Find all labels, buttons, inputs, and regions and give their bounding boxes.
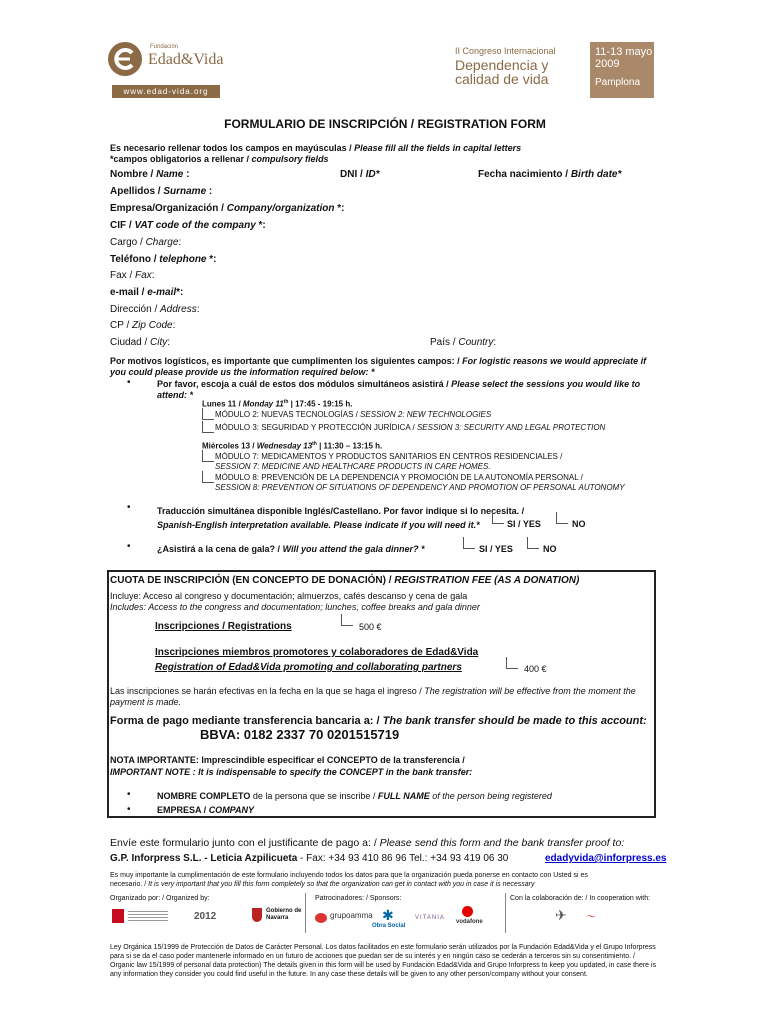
mod3-en: SESSION 3: SECURITY AND LEGAL PROTECTION bbox=[416, 423, 606, 432]
logo-grupoamma: grupoamma bbox=[330, 911, 373, 920]
gala-en: Will you attend the gala dinner? * bbox=[282, 544, 425, 554]
day2-time: | 11:30 – 13:15 h. bbox=[316, 441, 383, 451]
day1-header bbox=[202, 399, 352, 409]
mod7-en: SESSION 7: MEDICINE AND HEALTHCARE PRODUCTS IN CARE HOMES. bbox=[215, 462, 491, 471]
bullet2-b: COMPANY bbox=[208, 805, 255, 815]
cp-es: CP / bbox=[110, 320, 133, 331]
email-suffix: *: bbox=[176, 287, 184, 298]
effective-es: Las inscripciones se harán efectivas en la fecha en la que se haga el ingreso / bbox=[110, 686, 425, 696]
checkbox-module-2[interactable] bbox=[202, 408, 214, 420]
cp-en: Zip Code bbox=[132, 320, 173, 331]
nombre-suffix: : bbox=[183, 169, 190, 180]
transfer-heading bbox=[110, 715, 647, 727]
empresa-es: Empresa/Organización / bbox=[110, 203, 227, 214]
field-pais[interactable] bbox=[430, 337, 496, 348]
day1-es: Lunes 11 / bbox=[202, 399, 243, 409]
divider bbox=[305, 893, 306, 933]
gala-no-label: NO bbox=[543, 544, 557, 554]
important-en: It is very important that you fill this form completely so that the organization can get in contact with you in case it is necessary bbox=[148, 881, 535, 888]
divider bbox=[505, 893, 506, 933]
logo-name: Edad&Vida bbox=[148, 51, 224, 68]
bullet: • bbox=[127, 804, 131, 815]
fax-suffix: : bbox=[151, 270, 155, 281]
field-nombre[interactable] bbox=[110, 169, 189, 180]
transfer-en: The bank transfer should be made to this account: bbox=[382, 715, 647, 727]
logo-navarra: Gobierno de Navarra bbox=[266, 908, 302, 921]
field-telefono[interactable] bbox=[110, 254, 217, 265]
important-es: Es muy importante la cumplimentación de este formulario incluyendo todos los datos para que la organización pueda ponerse en contacto con Usted si es bbox=[110, 872, 588, 879]
legal-notice: Ley Orgánica 15/1999 de Protección de Datos de Carácter Personal. Los datos facilitados en este formulario serán utilizados por la Fundación Edad&Vida y el Grupo Inforpress para si se da el caso poder mantenerle informado en un futuro de acciones que puedan ser de su interés y en ningún caso se cederán a terceros sin su consentimiento. / Organic law 15/1999 of personal data protection) The details given in this form will be used by Fundación Edad&Vida and Grupo Inforpress to keep you updated, in case there is any information they consider you could find useful in the future. In any case these details will be given to any other person/company without your consent. bbox=[110, 944, 657, 978]
cif-suffix: *: bbox=[255, 220, 266, 231]
includes-es: Incluye: Acceso al congreso y documentación; almuerzos, cafés descanso y cena de gala bbox=[110, 591, 468, 601]
translation-yes-label: SI / YES bbox=[507, 519, 541, 529]
organized-label: Organizado por: / Organized by: bbox=[110, 895, 210, 902]
module-3-label bbox=[215, 423, 605, 432]
logistics-intro-es: Por motivos logísticos, es importante que cumplimenten los siguientes campos: / bbox=[110, 356, 463, 366]
direccion-es: Dirección / bbox=[110, 304, 161, 315]
trad-en: Spanish-English interpretation available. Please indicate if you will need it.* bbox=[157, 520, 480, 530]
instructions bbox=[110, 143, 521, 165]
sessions-es: Por favor, escoja a cuál de estos dos módulos simultáneos asistirá / bbox=[157, 379, 452, 389]
mod8-es: MÓDULO 8: PREVENCIÓN DE LA DEPENDENCIA Y PROMOCIÓN DE LA AUTONOMÍA PERSONAL / bbox=[215, 473, 583, 482]
field-cp[interactable] bbox=[110, 320, 175, 331]
telefono-es: Teléfono / bbox=[110, 254, 160, 265]
effective-en1: The registration will be effective from the moment the bbox=[424, 686, 636, 696]
mod7-es: MÓDULO 7: MEDICAMENTOS Y PRODUCTOS SANITARIOS EN CENTROS RESIDENCIALES / bbox=[215, 452, 563, 461]
date-line1: 11-13 mayo bbox=[595, 46, 653, 58]
dni-en: ID* bbox=[365, 169, 380, 180]
gala-yes-label: SI / YES bbox=[479, 544, 513, 554]
fax-es: Fax / bbox=[110, 270, 136, 281]
bullet1-a: NOMBRE COMPLETO bbox=[157, 791, 251, 801]
header bbox=[0, 0, 770, 105]
fee-includes bbox=[110, 591, 480, 613]
field-fecha[interactable] bbox=[478, 169, 621, 180]
telefono-suffix: *: bbox=[206, 254, 217, 265]
module-7-label bbox=[215, 452, 562, 472]
mod3-es: MÓDULO 3: SEGURIDAD Y PROTECCIÓN JURÍDICA / bbox=[215, 423, 417, 432]
important-fill-note bbox=[110, 871, 660, 889]
congress-date-box bbox=[590, 42, 654, 98]
day1-sup: th bbox=[283, 399, 289, 405]
concept-company bbox=[157, 805, 254, 815]
includes-en: Includes: Access to the congress and documentation; lunches, coffee breaks and gala dinner bbox=[110, 602, 480, 612]
send-es: Envíe este formulario junto con el justificante de pago a: / bbox=[110, 837, 380, 849]
congress-title bbox=[455, 46, 556, 86]
date-line2: 2009 bbox=[595, 58, 620, 70]
spain-ministry-logo bbox=[112, 909, 124, 923]
email-en: e-mail bbox=[147, 287, 177, 298]
ciudad-en: City bbox=[150, 337, 168, 348]
website-bar bbox=[112, 85, 220, 98]
checkbox-gala-yes[interactable] bbox=[463, 537, 475, 549]
mod8-en: SESSION 8: PREVENTION OF SITUATIONS OF DEPENDENCY AND PROMOTION OF PERSONAL AUTONOMY bbox=[215, 483, 625, 492]
pais-suffix: : bbox=[493, 337, 497, 348]
date-city: Pamplona bbox=[595, 77, 641, 88]
page-title: FORMULARIO DE INSCRIPCIÓN / REGISTRATION FORM bbox=[224, 117, 546, 131]
direccion-en: Address bbox=[160, 304, 197, 315]
module-2-label bbox=[215, 410, 491, 419]
cargo-en: Charge bbox=[145, 237, 179, 248]
field-ciudad[interactable] bbox=[110, 337, 170, 348]
coca-cola-logo: 〜 bbox=[585, 912, 595, 923]
apellidos-es: Apellidos / bbox=[110, 186, 164, 197]
ciudad-suffix: : bbox=[167, 337, 171, 348]
field-direccion[interactable] bbox=[110, 304, 199, 315]
module-8-label bbox=[215, 473, 625, 493]
gala-es: ¿Asistirá a la cena de gala? / bbox=[157, 544, 283, 554]
concept-fullname bbox=[157, 791, 552, 801]
pais-es: País / bbox=[430, 337, 459, 348]
important-es2: necesario. / bbox=[110, 881, 149, 888]
cargo-suffix: : bbox=[178, 237, 182, 248]
fecha-es: Fecha nacimiento / bbox=[478, 169, 571, 180]
logistics-intro-en2: you could please provide us the information required below: * bbox=[110, 367, 375, 377]
translation-no-label: NO bbox=[572, 519, 586, 529]
email-es: e-mail / bbox=[110, 287, 148, 298]
contact-email-link[interactable]: edadyvida@inforpress.es bbox=[545, 853, 667, 864]
fee-heading bbox=[110, 575, 579, 586]
pais-en: Country bbox=[458, 337, 494, 348]
empresa-en: Company/organization bbox=[226, 203, 335, 214]
empresa-suffix: *: bbox=[334, 203, 345, 214]
logo-vodafone: vodafone bbox=[456, 919, 483, 925]
fee-500-price: 500 € bbox=[359, 622, 382, 632]
cooperation-logo-1: ✈ bbox=[555, 907, 567, 923]
logos-strip bbox=[110, 893, 660, 933]
field-cargo[interactable] bbox=[110, 237, 181, 248]
checkbox-module-7[interactable] bbox=[202, 450, 214, 462]
telefono-en: telephone bbox=[159, 254, 207, 265]
send-en: Please send this form and the bank transfer proof to: bbox=[379, 837, 625, 849]
effective-en2: payment is made. bbox=[110, 697, 182, 707]
bullet: • bbox=[127, 502, 131, 513]
nombre-es: Nombre / bbox=[110, 169, 157, 180]
bullet: • bbox=[127, 789, 131, 800]
day1-time: | 17:45 - 19:15 h. bbox=[288, 399, 353, 409]
contact-line bbox=[110, 853, 508, 864]
ministry-text-block bbox=[128, 911, 168, 921]
logo-e-icon bbox=[108, 42, 142, 76]
logistics-intro-en1: For logistic reasons we would appreciate if bbox=[462, 356, 647, 366]
logistics-intro bbox=[110, 356, 655, 378]
send-instructions bbox=[110, 837, 624, 849]
cargo-es: Cargo / bbox=[110, 237, 146, 248]
day2-sup: th bbox=[312, 441, 317, 447]
bullet2-a: EMPRESA / bbox=[157, 805, 209, 815]
dni-es: DNI / bbox=[340, 169, 366, 180]
field-empresa[interactable] bbox=[110, 203, 345, 214]
transfer-es: Forma de pago mediante transferencia bancaria a: / bbox=[110, 715, 383, 727]
field-cif[interactable] bbox=[110, 220, 266, 231]
checkbox-module-8[interactable] bbox=[202, 471, 214, 483]
gala-question bbox=[157, 544, 425, 554]
mod2-es: MÓDULO 2: NUEVAS TECNOLOGÍAS / bbox=[215, 410, 361, 419]
bullet1-b: de la persona que se inscribe / bbox=[250, 791, 378, 801]
apellidos-suffix: : bbox=[206, 186, 213, 197]
checkbox-fee-400[interactable] bbox=[506, 657, 518, 669]
fee-400-price: 400 € bbox=[524, 664, 547, 674]
checkbox-module-3[interactable] bbox=[202, 421, 214, 433]
grupoamma-icon bbox=[315, 913, 327, 923]
field-apellidos[interactable] bbox=[110, 186, 212, 197]
fee-heading-es: CUOTA DE INSCRIPCIÓN (EN CONCEPTO DE DONACIÓN) / bbox=[110, 575, 395, 586]
compulsory-en: compulsory fields bbox=[251, 154, 329, 164]
bank-account: BBVA: 0182 2337 70 0201515719 bbox=[200, 727, 400, 742]
fee-heading-en: REGISTRATION FEE (AS A DONATION) bbox=[394, 575, 580, 586]
trad-es: Traducción simultánea disponible Inglés/Castellano. Por favor indique si lo necesita. / bbox=[157, 506, 525, 516]
checkbox-translation-yes[interactable] bbox=[492, 512, 504, 524]
website-text: www.edad-vida.org bbox=[123, 87, 209, 96]
sessions-question bbox=[157, 379, 657, 401]
apellidos-en: Surname bbox=[163, 186, 207, 197]
instructions-en: Please fill all the fields in capital letters bbox=[354, 143, 522, 153]
checkbox-gala-no[interactable] bbox=[527, 537, 539, 549]
fee-effective bbox=[110, 686, 652, 708]
fecha-en: Birth date* bbox=[570, 169, 622, 180]
checkbox-translation-no[interactable] bbox=[556, 512, 568, 524]
bullet: • bbox=[127, 541, 131, 552]
note-en: IMPORTANT NOTE : It is indispensable to specify the CONCEPT in the bank transfer: bbox=[110, 767, 473, 777]
field-email[interactable] bbox=[110, 287, 183, 298]
cif-es: CIF / bbox=[110, 220, 135, 231]
mod2-en: SESSION 2: NEW TECHNOLOGIES bbox=[360, 410, 492, 419]
navarra-shield-icon bbox=[252, 908, 262, 922]
ciudad-es: Ciudad / bbox=[110, 337, 151, 348]
sponsors-label: Patrocinadores: / Sponsors: bbox=[315, 895, 402, 902]
nombre-en: Name bbox=[156, 169, 184, 180]
fee-members-es: Inscripciones miembros promotores y colaboradores de Edad&Vida bbox=[155, 647, 479, 658]
sessions-en2: attend: * bbox=[157, 390, 193, 400]
cif-en: VAT code of the company bbox=[134, 220, 256, 231]
cooperation-label: Con la colaboración de: / In cooperation with: bbox=[510, 895, 651, 902]
day2-header bbox=[202, 441, 382, 451]
compulsory-es: *campos obligatorios a rellenar / bbox=[110, 154, 252, 164]
congress-line1: II Congreso Internacional bbox=[455, 46, 556, 56]
day1-en: Monday 11 bbox=[242, 399, 284, 409]
logo-obrasocial: Obra Social bbox=[372, 923, 406, 929]
bullet: • bbox=[127, 377, 131, 388]
day2-es: Miércoles 13 / bbox=[202, 441, 257, 451]
direccion-suffix: : bbox=[196, 304, 200, 315]
note-es: NOTA IMPORTANTE: Imprescindible especificar el CONCEPTO de la transferencia / bbox=[110, 755, 465, 765]
bullet1-d: of the person being registered bbox=[429, 791, 552, 801]
fax-en: Fax bbox=[135, 270, 152, 281]
logo-small-text: Fundación bbox=[150, 44, 179, 50]
logo-vitania: VITANIA bbox=[415, 915, 445, 921]
congress-line2: Dependencia y bbox=[455, 57, 549, 73]
instructions-es: Es necesario rellenar todos los campos en mayúsculas / bbox=[110, 143, 355, 153]
day2-en: Wednesday 13 bbox=[256, 441, 313, 451]
fee-registrations-label: Inscripciones / Registrations bbox=[155, 621, 292, 632]
contact-phones: - Fax: +34 93 410 86 96 Tel.: +34 93 419 06 30 bbox=[297, 853, 509, 864]
bullet1-c: FULL NAME bbox=[377, 791, 430, 801]
important-note bbox=[110, 754, 472, 778]
checkbox-fee-500[interactable] bbox=[341, 614, 353, 626]
congress-line3: calidad de vida bbox=[455, 71, 549, 87]
fee-members-en: Registration of Edad&Vida promoting and collaborating partners bbox=[155, 662, 462, 673]
edad-vida-logo bbox=[108, 42, 248, 82]
field-dni[interactable] bbox=[340, 169, 379, 180]
contact-name: G.P. Inforpress S.L. - Leticia Azpilicueta bbox=[110, 853, 298, 864]
sessions-en1: Please select the sessions you would like to bbox=[451, 379, 641, 389]
translation-question bbox=[157, 504, 524, 532]
la-caixa-star-icon: ✱ bbox=[382, 907, 394, 923]
field-fax[interactable] bbox=[110, 270, 154, 281]
cp-suffix: : bbox=[172, 320, 176, 331]
vodafone-icon bbox=[462, 906, 473, 917]
logo-2012: 2012 bbox=[194, 911, 217, 922]
